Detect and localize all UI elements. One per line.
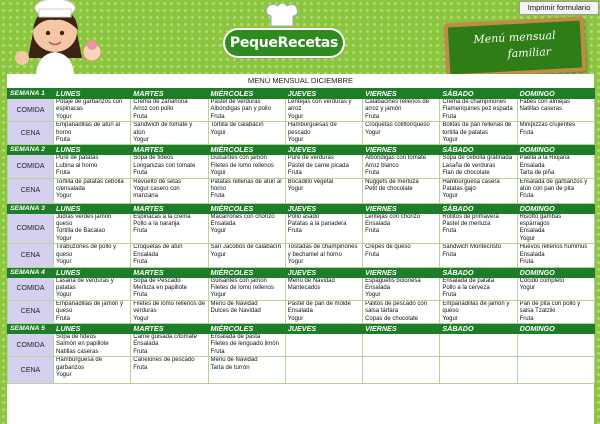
menu-cell[interactable]: Menú de Navidad Tarta de turrón <box>208 357 285 384</box>
menu-cell[interactable]: Lasaña de verduras y patatas Yogur <box>54 277 131 300</box>
menu-cell[interactable]: Ensalada de patata Pollo a la cerveza Fruta <box>440 277 517 300</box>
day-header: LUNES <box>54 323 131 333</box>
day-header: MARTES <box>131 323 208 333</box>
cena-row <box>8 244 595 267</box>
menu-cell[interactable]: Tortilla de calabacín Yogur <box>208 122 285 145</box>
menu-cell[interactable]: Espaguetis boloñesa Ensalada Yogur <box>363 277 440 300</box>
menu-cell[interactable]: Crema de champiñones Flamenquines pez espada Fruta <box>440 99 517 122</box>
menu-cell[interactable]: Macarrones con chorizo Ensalada Yogur <box>208 213 285 244</box>
menu-cell[interactable]: Sopa de fideos Salmón en papillote Natillas caseras <box>54 333 131 356</box>
day-header: VIERNES <box>363 323 440 333</box>
menu-cell[interactable]: Pan de pita con pollo y salsa Tzatziki Fruta <box>517 300 594 323</box>
meal-label: CENA <box>8 357 54 384</box>
week-label: SEMANA 2 <box>8 145 54 155</box>
day-header: JUEVES <box>285 203 362 213</box>
menu-cell[interactable]: Palitos de pescado con salsa tártara Copas de chocolate <box>363 300 440 323</box>
day-header: LUNES <box>54 267 131 277</box>
menu-cell[interactable]: Judías verdes jamón queso Tortilla de Bacalao Yogur <box>54 213 131 244</box>
day-header: JUEVES <box>285 145 362 155</box>
menu-cell[interactable] <box>440 357 517 384</box>
comida-row <box>8 155 595 178</box>
day-header: MIÉRCOLES <box>208 145 285 155</box>
week-header-row <box>8 267 595 277</box>
menu-cell[interactable]: Empanadillas de atún al horno Fruta <box>54 122 131 145</box>
menu-cell[interactable]: Puré de patatas Lubina al horno Fruta <box>54 155 131 178</box>
cena-row <box>8 122 595 145</box>
comida-row <box>8 277 595 300</box>
day-header: MIÉRCOLES <box>208 323 285 333</box>
day-header: MARTES <box>131 267 208 277</box>
menu-cell[interactable]: Crema de zanahoria Arroz con pollo Fruta <box>131 99 208 122</box>
menu-cell[interactable]: Bocadillo vegetal Yogur <box>285 178 362 203</box>
chef-hat-icon <box>263 2 301 32</box>
menu-cell[interactable]: Rollitos de primavera Pastel de merluza Fruta <box>440 213 517 244</box>
menu-cell[interactable]: Patatas rellenas de atún al horno Fruta <box>208 178 285 203</box>
menu-cell[interactable]: Pastel de pan de molde Ensalada Yogur <box>285 300 362 323</box>
day-header: VIERNES <box>363 203 440 213</box>
menu-cell[interactable]: Canelones de pescado Fruta <box>131 357 208 384</box>
meal-label: CENA <box>8 178 54 203</box>
day-header: MARTES <box>131 203 208 213</box>
week-header-row <box>8 203 595 213</box>
day-header: JUEVES <box>285 89 362 99</box>
menu-cell[interactable]: Calabacines rellenos de arroz y jamón Fruta <box>363 99 440 122</box>
menu-cell[interactable] <box>517 333 594 356</box>
menu-cell[interactable]: Nuggets de merluza Petit de chocolate <box>363 178 440 203</box>
menu-cell[interactable] <box>285 333 362 356</box>
menu-cell[interactable]: Lentejas con chorizo Ensalada Fruta <box>363 213 440 244</box>
meal-label: COMIDA <box>8 213 54 244</box>
cena-row <box>8 178 595 203</box>
menu-cell[interactable]: Lentejas con verduras y arroz Yogur <box>285 99 362 122</box>
menu-cell[interactable]: Huevos rellenos hummus Ensalada Fruta <box>517 244 594 267</box>
menu-cell[interactable]: Pastel de verduras Albóndigas pan y pollo Fruta <box>208 99 285 122</box>
week-label: SEMANA 3 <box>8 203 54 213</box>
menu-cell[interactable]: Hamburguesa casera Patatas gajo Yogur <box>440 178 517 203</box>
board-line-2: familiar <box>507 45 552 61</box>
menu-cell[interactable]: Puré de verduras Pastel de carne picada Fruta <box>285 155 362 178</box>
chef-girl-illustration <box>6 0 116 74</box>
cena-row <box>8 300 595 323</box>
menu-cell[interactable]: Empanadillas de jamón y queso Fruta <box>54 300 131 323</box>
day-header: MIÉRCOLES <box>208 267 285 277</box>
menu-cell[interactable]: Tostadas de champiñones y bechamel al horno Yogur <box>285 244 362 267</box>
comida-row <box>8 99 595 122</box>
week-label: SEMANA 1 <box>8 89 54 99</box>
menu-cell[interactable] <box>363 357 440 384</box>
day-header: LUNES <box>54 145 131 155</box>
day-header: MARTES <box>131 89 208 99</box>
menu-cell[interactable]: Guisantes con jamón Filetes de lomo rellenos Yogur <box>208 277 285 300</box>
day-header: MARTES <box>131 145 208 155</box>
day-header: DOMINGO <box>517 267 594 277</box>
meal-label: COMIDA <box>8 333 54 356</box>
week-header-row <box>8 145 595 155</box>
day-header: SÁBADO <box>440 267 517 277</box>
menu-cell[interactable]: Filetes de lomo rellenos de verduras Yogur <box>131 300 208 323</box>
menu-cell[interactable]: Revuelto de setas Yogur casero con manzana <box>131 178 208 203</box>
menu-cell[interactable]: San Jacobos de calabacín Yogur <box>208 244 285 267</box>
day-header: VIERNES <box>363 267 440 277</box>
menu-cell[interactable]: Tirabuzones de pollo y queso Yogur <box>54 244 131 267</box>
day-header: JUEVES <box>285 323 362 333</box>
board-line-1: Menú mensual <box>473 28 556 47</box>
meal-label: CENA <box>8 122 54 145</box>
week-header-row <box>8 89 595 99</box>
menu-cell[interactable]: Croquetas de atún Ensalada Fruta <box>131 244 208 267</box>
menu-title: MENÚ MENSUAL DICIEMBRE <box>247 76 354 85</box>
monthly-menu-board <box>444 16 587 78</box>
pequerecetas-logo: PequeRecetas <box>225 30 343 56</box>
print-form-button[interactable]: Imprimir formulario <box>519 1 599 15</box>
menu-cell[interactable]: Carne guisada c/tomate Ensalada Fruta <box>131 333 208 356</box>
menu-cell[interactable]: Crepes de queso Fruta <box>363 244 440 267</box>
menu-cell[interactable]: Empanadillas de jamón y queso Yogur <box>440 300 517 323</box>
menu-cell[interactable] <box>440 333 517 356</box>
comida-row <box>8 333 595 356</box>
menu-cell[interactable]: Cocido completo Yogur <box>517 277 594 300</box>
week-label: SEMANA 4 <box>8 267 54 277</box>
menu-table <box>7 88 595 384</box>
meal-label: CENA <box>8 244 54 267</box>
day-header: MIÉRCOLES <box>208 203 285 213</box>
meal-label: CENA <box>8 300 54 323</box>
menu-cell[interactable]: Guisantes con jamón Filetes de lomo rellenos Yogur <box>208 155 285 178</box>
week-header-row <box>8 323 595 333</box>
day-header: JUEVES <box>285 267 362 277</box>
menu-cell[interactable]: Hamburguesa de garbanzos Yogur <box>54 357 131 384</box>
menu-cell[interactable]: Minipizzas crujientes Fruta <box>517 122 594 145</box>
menu-cell[interactable]: Tortilla de patatas cebolla c/ensalada Yogur <box>54 178 131 203</box>
menu-cell[interactable]: Espinacas a la crema Pollo a la naranja Fruta <box>131 213 208 244</box>
day-header: DOMINGO <box>517 323 594 333</box>
day-header: SÁBADO <box>440 145 517 155</box>
day-header: MIÉRCOLES <box>208 89 285 99</box>
day-header: SÁBADO <box>440 323 517 333</box>
menu-cell[interactable] <box>363 333 440 356</box>
day-header: VIERNES <box>363 145 440 155</box>
menu-cell[interactable]: Hamburguesas de pescado Yogur <box>285 122 362 145</box>
day-header: SÁBADO <box>440 203 517 213</box>
day-header: LUNES <box>54 89 131 99</box>
menu-cell[interactable]: Sopa de fideos Longanizas con tomate Fruta <box>131 155 208 178</box>
menu-cell[interactable]: Sandwich Montecristo Fruta <box>440 244 517 267</box>
meal-label: COMIDA <box>8 277 54 300</box>
menu-cell[interactable]: Albóndigas con tomate Arroz blanco Fruta <box>363 155 440 178</box>
day-header: VIERNES <box>363 89 440 99</box>
menu-cell[interactable]: Sopa de cebolla gratinada Lasaña de verduras Flan de chocolate <box>440 155 517 178</box>
menu-cell[interactable] <box>517 357 594 384</box>
menu-cell[interactable]: Sandwich de tomate y atún Yogur <box>131 122 208 145</box>
menu-cell[interactable]: Ensalada de pasta Filetes de lenguado limón Fruta <box>208 333 285 356</box>
menu-cell[interactable]: Croquetas coliflor/queso Yogur <box>363 122 440 145</box>
menu-cell[interactable]: Risotto gambas espárragos Ensalada Yogur <box>517 213 594 244</box>
menu-cell[interactable]: Bolitas de pan rellenas de tortilla de patatas Yogur <box>440 122 517 145</box>
menu-panel <box>7 74 594 424</box>
menu-cell[interactable]: Pollo asado Patatas a la panadera Fruta <box>285 213 362 244</box>
meal-label: COMIDA <box>8 155 54 178</box>
cena-row <box>8 357 595 384</box>
day-header: DOMINGO <box>517 145 594 155</box>
menu-cell[interactable]: Ensalada de garbanzos y atún con pan de pita Fruta <box>517 178 594 203</box>
menu-cell[interactable]: Potaje de garbanzos con espinacas Yogur <box>54 99 131 122</box>
day-header: SÁBADO <box>440 89 517 99</box>
day-header: LUNES <box>54 203 131 213</box>
menu-cell[interactable]: Menú de Navidad Dulces de Navidad <box>208 300 285 323</box>
week-label: SEMANA 5 <box>8 323 54 333</box>
menu-cell[interactable]: Sopa de Pescado Merluza en papillote Fruta <box>131 277 208 300</box>
day-header: DOMINGO <box>517 89 594 99</box>
comida-row <box>8 213 595 244</box>
meal-label: COMIDA <box>8 99 54 122</box>
menu-cell[interactable]: Paella a la Riojana Ensalada Tarta de piña <box>517 155 594 178</box>
day-header: DOMINGO <box>517 203 594 213</box>
menu-cell[interactable]: Fabes con almejas Natillas caseras <box>517 99 594 122</box>
menu-cell[interactable]: Menú de Navidad Mantecados <box>285 277 362 300</box>
menu-cell[interactable] <box>285 357 362 384</box>
